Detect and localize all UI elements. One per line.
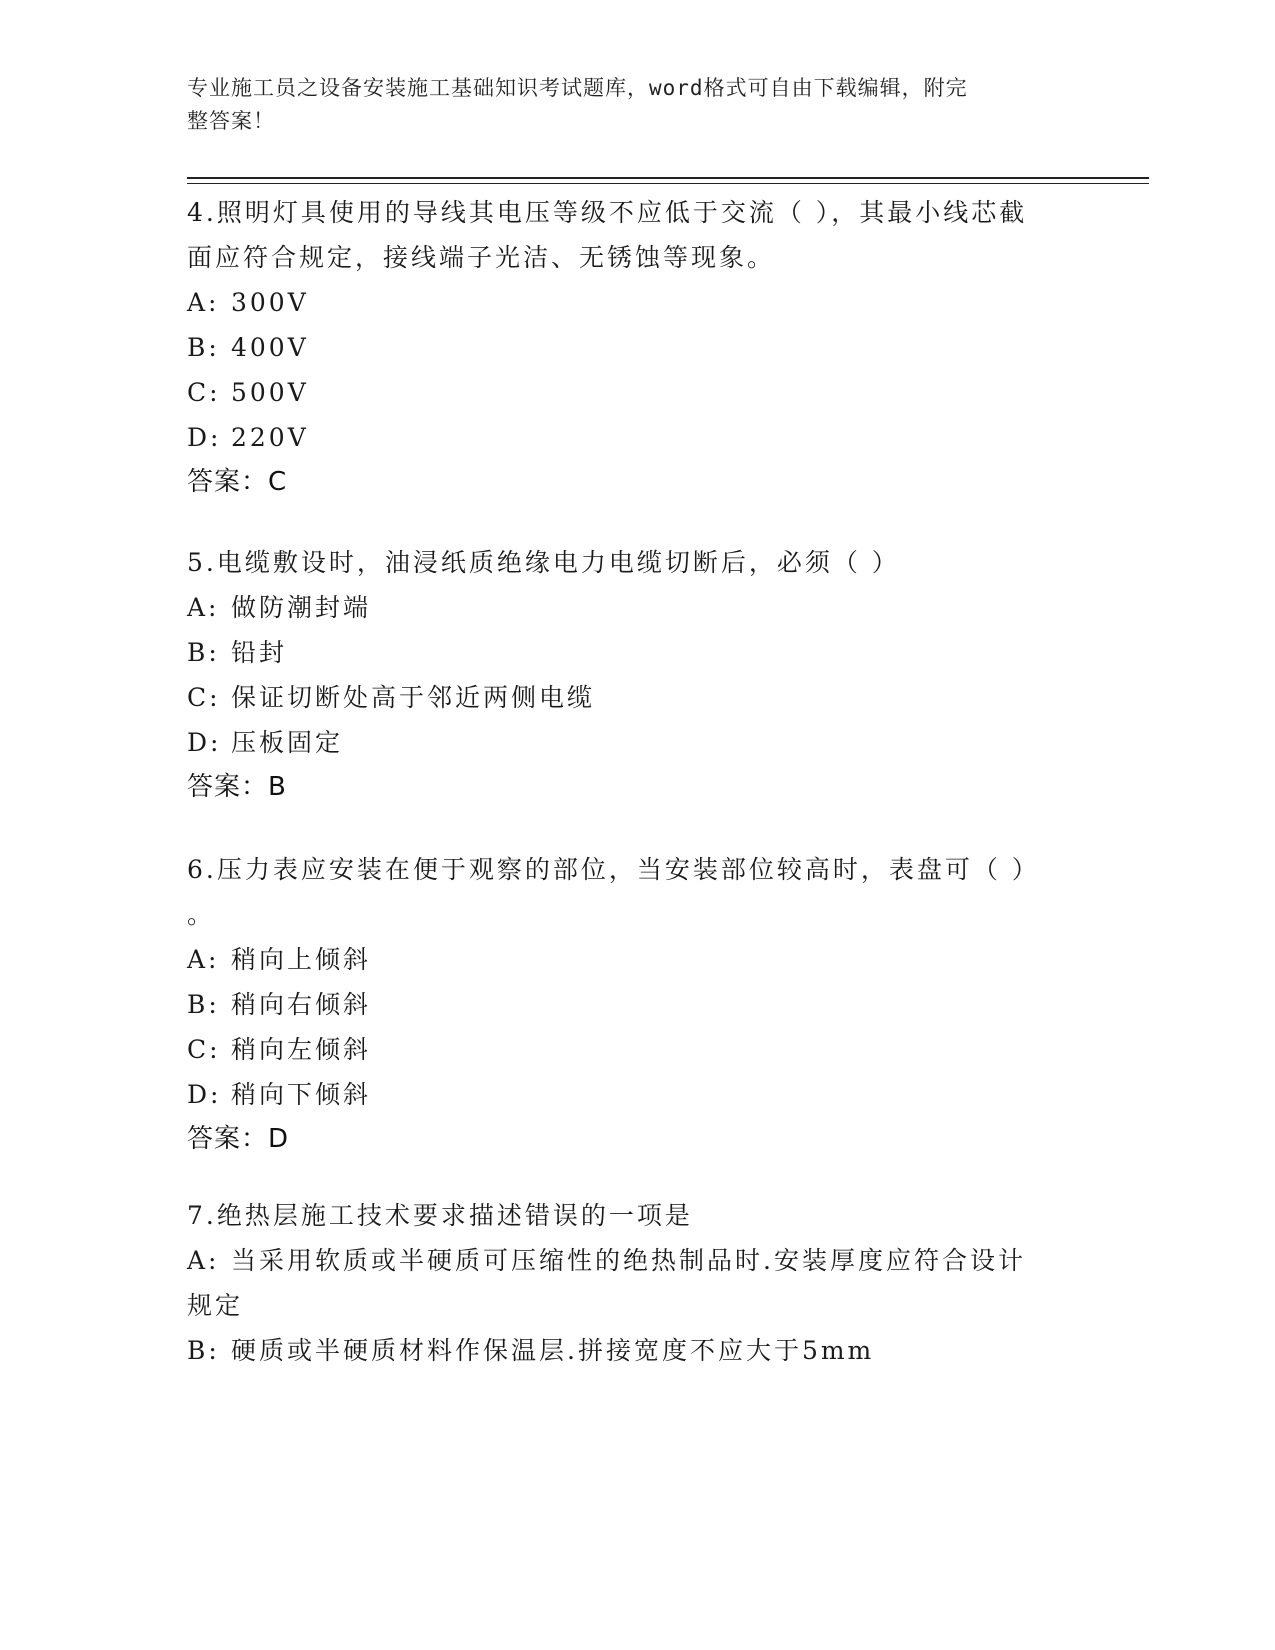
- question-stem-line-1: 5.电缆敷设时，油浸纸质绝缘电力电缆切断后，必须（ ）: [187, 548, 900, 577]
- option-label: D:: [187, 423, 222, 452]
- option-label: A:: [187, 593, 220, 622]
- option-b: [187, 982, 1067, 1027]
- question-stem: [187, 847, 1067, 937]
- option-b: [187, 630, 1067, 675]
- option-d: [187, 1072, 1067, 1117]
- question-stem-line-2: 面应符合规定，接线端子光洁、无锈蚀等现象。: [187, 243, 776, 272]
- option-text: 稍向上倾斜: [231, 945, 372, 974]
- option-c: [187, 370, 1067, 415]
- question-stem-line-1: 7.绝热层施工技术要求描述错误的一项是: [187, 1201, 693, 1230]
- question-6: [187, 847, 1067, 1162]
- option-d: [187, 415, 1067, 460]
- question-stem: [187, 190, 1067, 280]
- header-divider-thick: [187, 177, 1149, 179]
- option-label: C:: [187, 378, 221, 407]
- answer-line: 答案：D: [187, 1124, 290, 1154]
- question-4: [187, 190, 1067, 505]
- option-label: D:: [187, 728, 222, 757]
- option-text: 当采用软质或半硬质可压缩性的绝热制品时.安装厚度应符合设计: [231, 1246, 1026, 1275]
- option-text: 稍向左倾斜: [231, 1035, 372, 1064]
- question-stem: [187, 1193, 1067, 1238]
- option-d: [187, 720, 1067, 765]
- option-a: [187, 937, 1067, 982]
- option-text: 400V: [231, 333, 309, 362]
- question-stem-line-1: 6.压力表应安装在便于观察的部位，当安装部位较高时，表盘可（ ）: [187, 855, 1040, 884]
- option-c: [187, 675, 1067, 720]
- option-label: C:: [187, 683, 221, 712]
- answer-line: 答案：C: [187, 467, 288, 497]
- option-text: 220V: [231, 423, 309, 452]
- option-text: 保证切断处高于邻近两侧电缆: [231, 683, 596, 712]
- header-divider-thin: [187, 183, 1149, 184]
- answer-line: 答案：B: [187, 772, 287, 802]
- document-header: [187, 72, 1067, 138]
- option-b: [187, 325, 1067, 370]
- option-a: [187, 280, 1067, 325]
- option-text: 300V: [231, 288, 309, 317]
- option-c: [187, 1027, 1067, 1072]
- option-text-continued: 规定: [187, 1291, 244, 1320]
- option-label: A:: [187, 1246, 220, 1275]
- option-text: 稍向下倾斜: [231, 1080, 372, 1109]
- option-text: 做防潮封端: [231, 593, 372, 622]
- option-text: 稍向右倾斜: [231, 990, 372, 1019]
- header-line-2: 整答案！: [187, 109, 275, 133]
- question-stem-line-2: 。: [187, 900, 216, 929]
- question-5: [187, 540, 1067, 810]
- option-label: C:: [187, 1035, 221, 1064]
- option-label: A:: [187, 945, 220, 974]
- option-label: B:: [187, 333, 220, 362]
- question-stem: [187, 540, 1067, 585]
- question-7: [187, 1193, 1067, 1373]
- question-stem-line-1: 4.照明灯具使用的导线其电压等级不应低于交流（ ），其最小线芯截: [187, 198, 1028, 227]
- option-b: [187, 1328, 1067, 1373]
- option-label: B:: [187, 990, 220, 1019]
- option-text: 硬质或半硬质材料作保温层.拼接宽度不应大于5mm: [231, 1336, 875, 1365]
- option-text: 压板固定: [231, 728, 344, 757]
- option-text: 500V: [231, 378, 309, 407]
- header-line-1: 专业施工员之设备安装施工基础知识考试题库，word格式可自由下载编辑，附完: [187, 76, 968, 100]
- option-label: D:: [187, 1080, 222, 1109]
- option-label: B:: [187, 638, 220, 667]
- option-label: B:: [187, 1336, 220, 1365]
- option-text: 铅封: [231, 638, 288, 667]
- option-a: [187, 1238, 1067, 1328]
- option-label: A:: [187, 288, 220, 317]
- option-a: [187, 585, 1067, 630]
